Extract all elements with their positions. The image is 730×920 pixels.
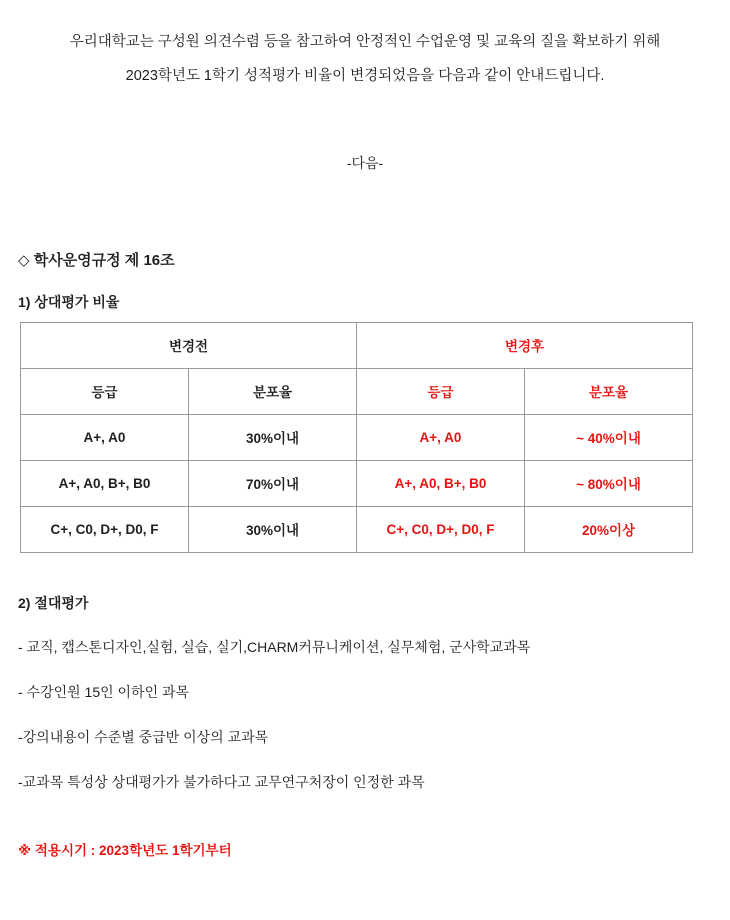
application-period-note: ※ 적용시기 : 2023학년도 1학기부터 xyxy=(18,842,232,858)
col-header-grade-after: 등급 xyxy=(357,368,525,414)
group-header-after: 변경후 xyxy=(357,322,693,368)
table-row xyxy=(21,460,693,506)
table-row-column-header xyxy=(21,368,693,414)
group-header-before: 변경전 xyxy=(21,322,357,368)
cell-ratio-before: 70%이내 xyxy=(189,460,357,506)
section-heading: ◇ 학사운영규정 제 16조 xyxy=(18,251,175,269)
cell-ratio-before: 30%이내 xyxy=(189,506,357,552)
col-header-grade-before: 등급 xyxy=(21,368,189,414)
cell-grade-before: A+, A0 xyxy=(21,414,189,460)
col-header-ratio-after: 분포율 xyxy=(525,368,693,414)
subheading-relative-grading: 1) 상대평가 비율 xyxy=(18,293,120,310)
col-header-ratio-before: 분포율 xyxy=(189,368,357,414)
subheading-absolute-grading: 2) 절대평가 xyxy=(18,594,89,611)
intro-paragraph xyxy=(18,28,712,91)
cell-ratio-after: 20%이상 xyxy=(525,506,693,552)
absolute-item-4: -교과목 특성상 상대평가가 불가하다고 교무연구처장이 인정한 과목 xyxy=(18,773,425,790)
table-row xyxy=(21,506,693,552)
cell-ratio-after: ~ 80%이내 xyxy=(525,460,693,506)
cell-ratio-after: ~ 40%이내 xyxy=(525,414,693,460)
absolute-item-3: -강의내용이 수준별 중급반 이상의 교과목 xyxy=(18,728,269,745)
absolute-item-2: - 수강인원 15인 이하인 과목 xyxy=(18,683,190,700)
intro-line-1: 우리대학교는 구성원 의견수렴 등을 참고하여 안정적인 수업운영 및 교육의 질을 확보하기 위해 xyxy=(69,34,661,50)
table-row xyxy=(21,414,693,460)
intro-line-2: 2023학년도 1학기 성적평가 비율이 변경되었음을 다음과 같이 안내드립니다. xyxy=(125,68,605,85)
grade-ratio-table xyxy=(20,322,693,553)
damum-label: -다음- xyxy=(346,154,384,171)
table-row-group-header xyxy=(21,322,693,368)
cell-ratio-before: 30%이내 xyxy=(189,414,357,460)
cell-grade-after: A+, A0, B+, B0 xyxy=(357,460,525,506)
absolute-item-1: - 교직, 캡스톤디자인,실험, 실습, 실기,CHARM커뮤니케이션, 실무체험, 군사학교과목 xyxy=(18,638,531,655)
cell-grade-before: C+, C0, D+, D0, F xyxy=(21,506,189,552)
cell-grade-after: A+, A0 xyxy=(357,414,525,460)
cell-grade-before: A+, A0, B+, B0 xyxy=(21,460,189,506)
cell-grade-after: C+, C0, D+, D0, F xyxy=(357,506,525,552)
